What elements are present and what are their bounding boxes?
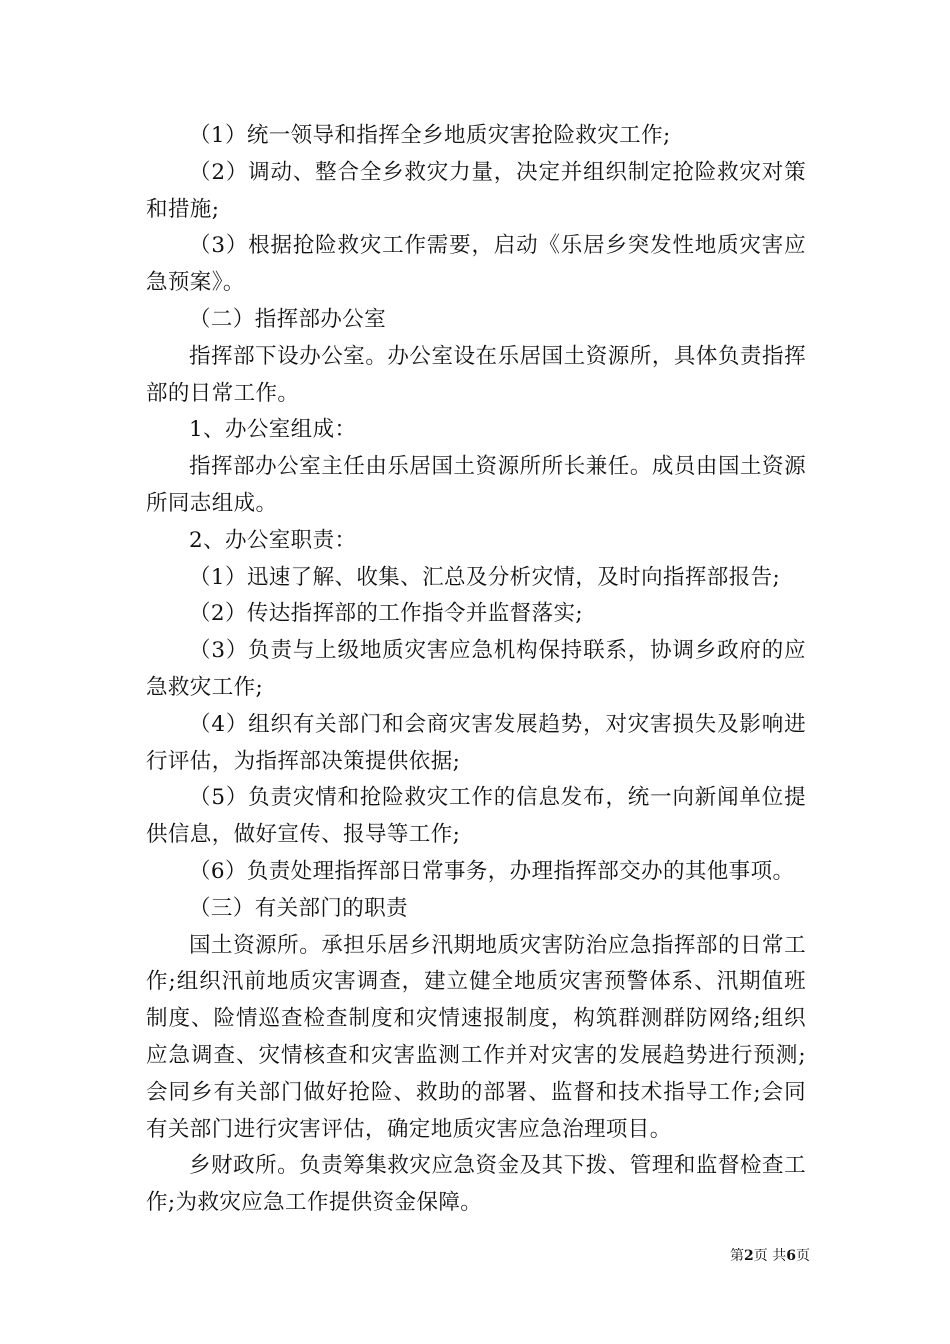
subheading-office-duties: 2、办公室职责： [189,527,357,553]
paragraph-2: （2）调动、整合全乡救灾力量，决定并组织制定抢险救灾对策和措施; [146,159,806,222]
paragraph-7: 指挥部办公室主任由乐居国土资源所所长兼任。成员由国土资源所同志组成。 [146,454,806,516]
total-pages-number: 6 [786,1248,796,1264]
section-heading-office: （二）指挥部办公室 [189,306,387,332]
paragraph-11: （3）负责与上级地质灾害应急机构保持联系，协调乡政府的应急救灾工作; [146,638,806,700]
subheading-office-composition: 1、办公室组成： [189,417,357,443]
paragraph-1: （1）统一领导和指挥全乡地质灾害抢险救灾工作; [189,123,671,148]
paragraph-10: （2）传达指挥部的工作指令并监督落实; [189,601,584,627]
paragraph-5: 指挥部下设办公室。办公室设在乐居国土资源所，具体负责指挥部的日常工作。 [146,343,806,406]
page-number-footer [690,1246,810,1266]
paragraph-3: （3）根据抢险救灾工作需要，启动《乐居乡突发性地质灾害应急预案》。 [146,233,806,296]
paragraph-12: （4）组织有关部门和会商灾害发展趋势，对灾害损失及影响进行评估，为指挥部决策提供依据; [146,711,806,774]
current-page-number: 2 [744,1248,754,1264]
paragraph-14: （6）负责处理指挥部日常事务，办理指挥部交办的其他事项。 [189,858,795,884]
footer-middle: 页 共 [753,1248,787,1264]
paragraph-13: （5）负责灾情和抢险救灾工作的信息发布，统一向新闻单位提供信息，做好宣传、报导等工作; [146,785,806,848]
document-body [146,118,806,1222]
footer-suffix: 页 [796,1248,810,1264]
footer-prefix: 第 [730,1248,745,1264]
paragraph-17: 乡财政所。负责筹集救灾应急资金及其下拨、管理和监督检查工作;为救灾应急工作提供资金保障。 [146,1153,806,1216]
paragraph-9: （1）迅速了解、收集、汇总及分析灾情，及时向指挥部报告; [189,564,781,590]
paragraph-16: 国土资源所。承担乐居乡汛期地质灾害防治应急指挥部的日常工作;组织汛前地质灾害调查，建立健全地质灾害预警体系、汛期值班制度、险情巡查检查制度和灾情速报制度，构筑群测群防网络;组织应急调查、灾情核查和灾害监测工作并对灾害的发展趋势进行预测;会同乡有关部门做好抢险、救助的部署、监督和技术指导工作;会同有关部门进行灾害评估，确定地质灾害应急治理项目。 [146,932,806,1142]
section-heading-departments: （三）有关部门的职责 [189,895,409,921]
